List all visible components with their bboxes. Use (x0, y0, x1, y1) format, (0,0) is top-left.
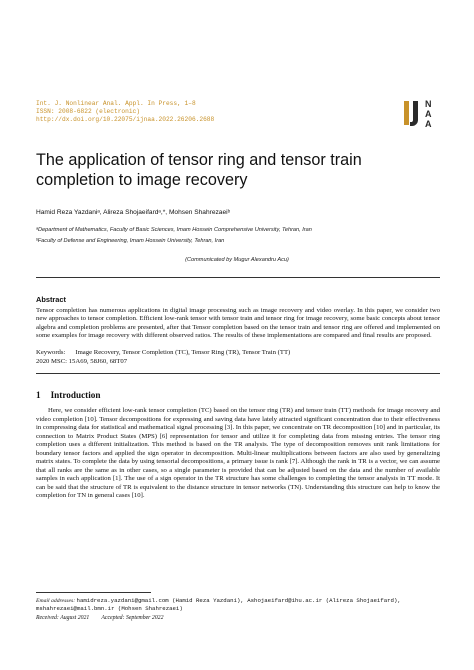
accepted-date: Accepted: September 2022 (101, 615, 164, 621)
abstract-heading: Abstract (36, 295, 66, 304)
keywords-list: Image Recovery, Tensor Completion (TC), Tensor Ring (TR), Tensor Train (TT) (75, 349, 291, 356)
journal-citation: Int. J. Nonlinear Anal. Appl. In Press, 1–8 (36, 100, 196, 107)
footnote-email-text: hamidreza.yazdani@gmail.com (Hamid Reza Yazdani), Ashojaeifard@ihu.ac.ir (Alireza Shojaeifard), mshahrezaei@mail.bmn.ir (Mohsen Shahrezaei) (36, 597, 401, 612)
introduction-text: Here, we consider efficient low-rank tensor completion (TC) based on the tensor ring (TR) and tensor train (TT) methods for image recovery and video completion [10]. Tensor decompositions for expressing and saving data have lately attracted significant concentration due to their effectiveness in compressing data for statistical and mathematical signal processing [3]. In this paper, we concentrate on TR decomposition [10] and in particular, its connection to Matrix Product States (MPS) [6] representation for tensor and utilize it for completing data from missing entries. The tensor ring completion uses a different initialization. This method is based on the TR analysis. The type of decomposition removes unit rank limitations for boundary tensor factors and applied the sign operator in decomposition. Multi-linear multiplications between factors are also used by generalizing matrix states. To complete the data by using tensorial decompositions, a primary issue is rank [7]. Although the rank in TR is a vector, we can assume that all ranks are the same as in other cases, so a single parameter is provided that can be adjusted based on the data and the number of available samples in each application [1]. The use of a sign operator in the TR structure has some challenges to completing the tensor analysis in TT mode. It can be said that the structure of TR is equivalent to the distance structure in tensor networks (TN). Understanding this structure can help to know the completion for TN in general cases [10]. (36, 407, 440, 499)
svg-text:N: N (425, 99, 432, 109)
journal-header (36, 100, 214, 124)
keywords-line (36, 349, 290, 356)
section-number: 1 (36, 390, 41, 400)
received-accepted-dates (36, 615, 163, 621)
journal-issn: ISSN: 2008-6822 (electronic) (36, 108, 140, 115)
communicated-by: (Communicated by Mugur Alexandru Acu) (185, 257, 289, 263)
section-title: Introduction (50, 390, 101, 400)
footnote-rule (36, 592, 151, 593)
abstract-top-rule (36, 277, 440, 278)
keywords-label: Keywords: (36, 349, 66, 356)
section-heading (36, 390, 100, 400)
msc-codes: 2020 MSC: 15A69, 58J60, 68T07 (36, 358, 128, 365)
svg-text:A: A (425, 119, 432, 129)
author-list: Hamid Reza Yazdaniᵃ, Alireza Shojaeifardᵃ,*, Mohsen Shahrezaeiᵇ (36, 209, 231, 216)
paper-title: The application of tensor ring and tensor train completion to image recovery (36, 151, 362, 189)
abstract-text: Tensor completion has numerous applications in digital image processing such as image recovery and video overlay. In this paper, we consider two new approaches to tensor completion. Efficient low-rank tensor with tensor train and tensor ring for image recovery, some basic concepts about tensor algebra and completion problems are presented, after that Tensor completion based on the tensor train and tensor ring are offered and implemented on some examples for image recovery with different observed ratios. The results of these implementations are compared and final results are proposed. (36, 307, 440, 339)
abstract-bottom-rule (36, 373, 440, 374)
svg-text:A: A (425, 109, 432, 119)
journal-doi-link[interactable]: http://dx.doi.org/10.22075/ijnaa.2022.26206.2688 (36, 116, 215, 123)
received-date: Received: August 2021 (36, 615, 90, 621)
journal-logo (403, 97, 443, 131)
footnote-label: Email addresses: (36, 598, 76, 604)
affiliation-a: ᵃDepartment of Mathematics, Faculty of Basic Sciences, Imam Hossein Comprehensive University, Tehran, Iran (36, 227, 312, 233)
footnote-emails (36, 597, 440, 613)
affiliation-b: ᵇFaculty of Defense and Engineering, Imam Hossein University, Tehran, Iran (36, 238, 225, 244)
